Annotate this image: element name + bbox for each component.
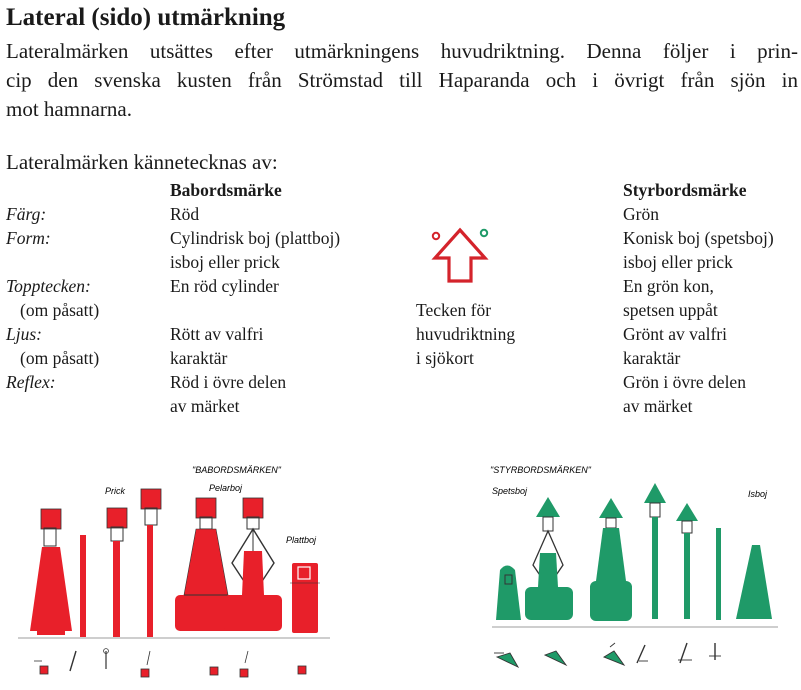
direction-line-3: i sjökort	[416, 348, 474, 368]
starboard-topmark-1: En grön kon,	[623, 276, 714, 296]
starboard-reflex-2: av märket	[623, 396, 693, 416]
starboard-tall-buoy	[590, 498, 632, 621]
starboard-isboj	[736, 545, 772, 619]
direction-line-1: Tecken för	[416, 300, 492, 320]
port-header: Babordsmärke	[170, 180, 282, 200]
starboard-prick-1	[644, 483, 666, 619]
port-light-2: karaktär	[170, 348, 228, 368]
port-caption: "BABORDSMÄRKEN"	[192, 465, 281, 475]
starboard-stake	[716, 528, 721, 620]
starboard-light-1: Grönt av valfri	[623, 324, 727, 344]
port-topmark: En röd cylinder	[170, 276, 279, 296]
port-prick-2	[141, 489, 161, 637]
port-pillar-buoy-2	[224, 498, 282, 631]
label-color: Färg:	[6, 204, 47, 224]
starboard-color: Grön	[623, 204, 659, 224]
direction-line-2: huvudriktning	[416, 324, 516, 344]
intro-line-3: mot hamnarna.	[6, 97, 132, 121]
label-reflex: Reflex:	[6, 372, 56, 392]
starboard-label-spetsboj: Spetsboj	[492, 486, 528, 496]
port-form-1: Cylindrisk boj (plattboj)	[170, 228, 341, 248]
port-color: Röd	[170, 204, 200, 224]
starboard-chart-symbols	[494, 643, 721, 667]
port-label-pelarboj: Pelarboj	[209, 483, 243, 493]
port-label-prick: Prick	[105, 486, 125, 496]
port-buoy-isboj	[30, 509, 72, 635]
label-light-note: (om påsatt)	[20, 348, 100, 368]
starboard-label-isboj: Isboj	[748, 489, 768, 499]
port-prick-1	[107, 508, 127, 637]
starboard-light-2: karaktär	[623, 348, 681, 368]
port-stake	[80, 535, 86, 637]
starboard-header: Styrbordsmärke	[623, 180, 747, 200]
port-reflex-2: av märket	[170, 396, 240, 416]
port-reflex-1: Röd i övre delen	[170, 372, 287, 392]
starboard-caption: "STYRBORDSMÄRKEN"	[490, 465, 591, 475]
port-flat-buoy	[290, 563, 320, 633]
starboard-form-1: Konisk boj (spetsboj)	[623, 228, 774, 248]
buoy-illustrations	[0, 455, 801, 690]
label-topmark: Topptecken:	[6, 276, 91, 296]
starboard-pillar-buoy-1	[525, 497, 573, 620]
port-label-plattboj: Plattboj	[286, 535, 317, 545]
port-light-1: Rött av valfri	[170, 324, 264, 344]
intro-paragraph	[6, 37, 798, 124]
intro-line-2: cip den svenska kusten från Strömstad till Haparanda och i övrigt från sjön in	[6, 68, 798, 92]
starboard-prick-2	[676, 503, 698, 619]
label-form: Form:	[6, 228, 51, 248]
starboard-reflex-1: Grön i övre delen	[623, 372, 746, 392]
starboard-buoy-spetsboj	[496, 566, 521, 621]
starboard-form-2: isboj eller prick	[623, 252, 733, 272]
label-topmark-note: (om påsatt)	[20, 300, 100, 320]
label-light: Ljus:	[6, 324, 42, 344]
lead-text: Lateralmärken kännetecknas av:	[6, 150, 278, 174]
starboard-topmark-2: spetsen uppåt	[623, 300, 718, 320]
port-form-2: isboj eller prick	[170, 252, 280, 272]
direction-arrow-icon	[425, 225, 495, 287]
port-chart-symbols	[34, 649, 306, 677]
intro-line-1: Lateralmärken utsättes efter utmärkningens huvudriktning. Denna följer i prin-	[6, 39, 798, 63]
page-title: Lateral (sido) utmärkning	[6, 4, 286, 31]
